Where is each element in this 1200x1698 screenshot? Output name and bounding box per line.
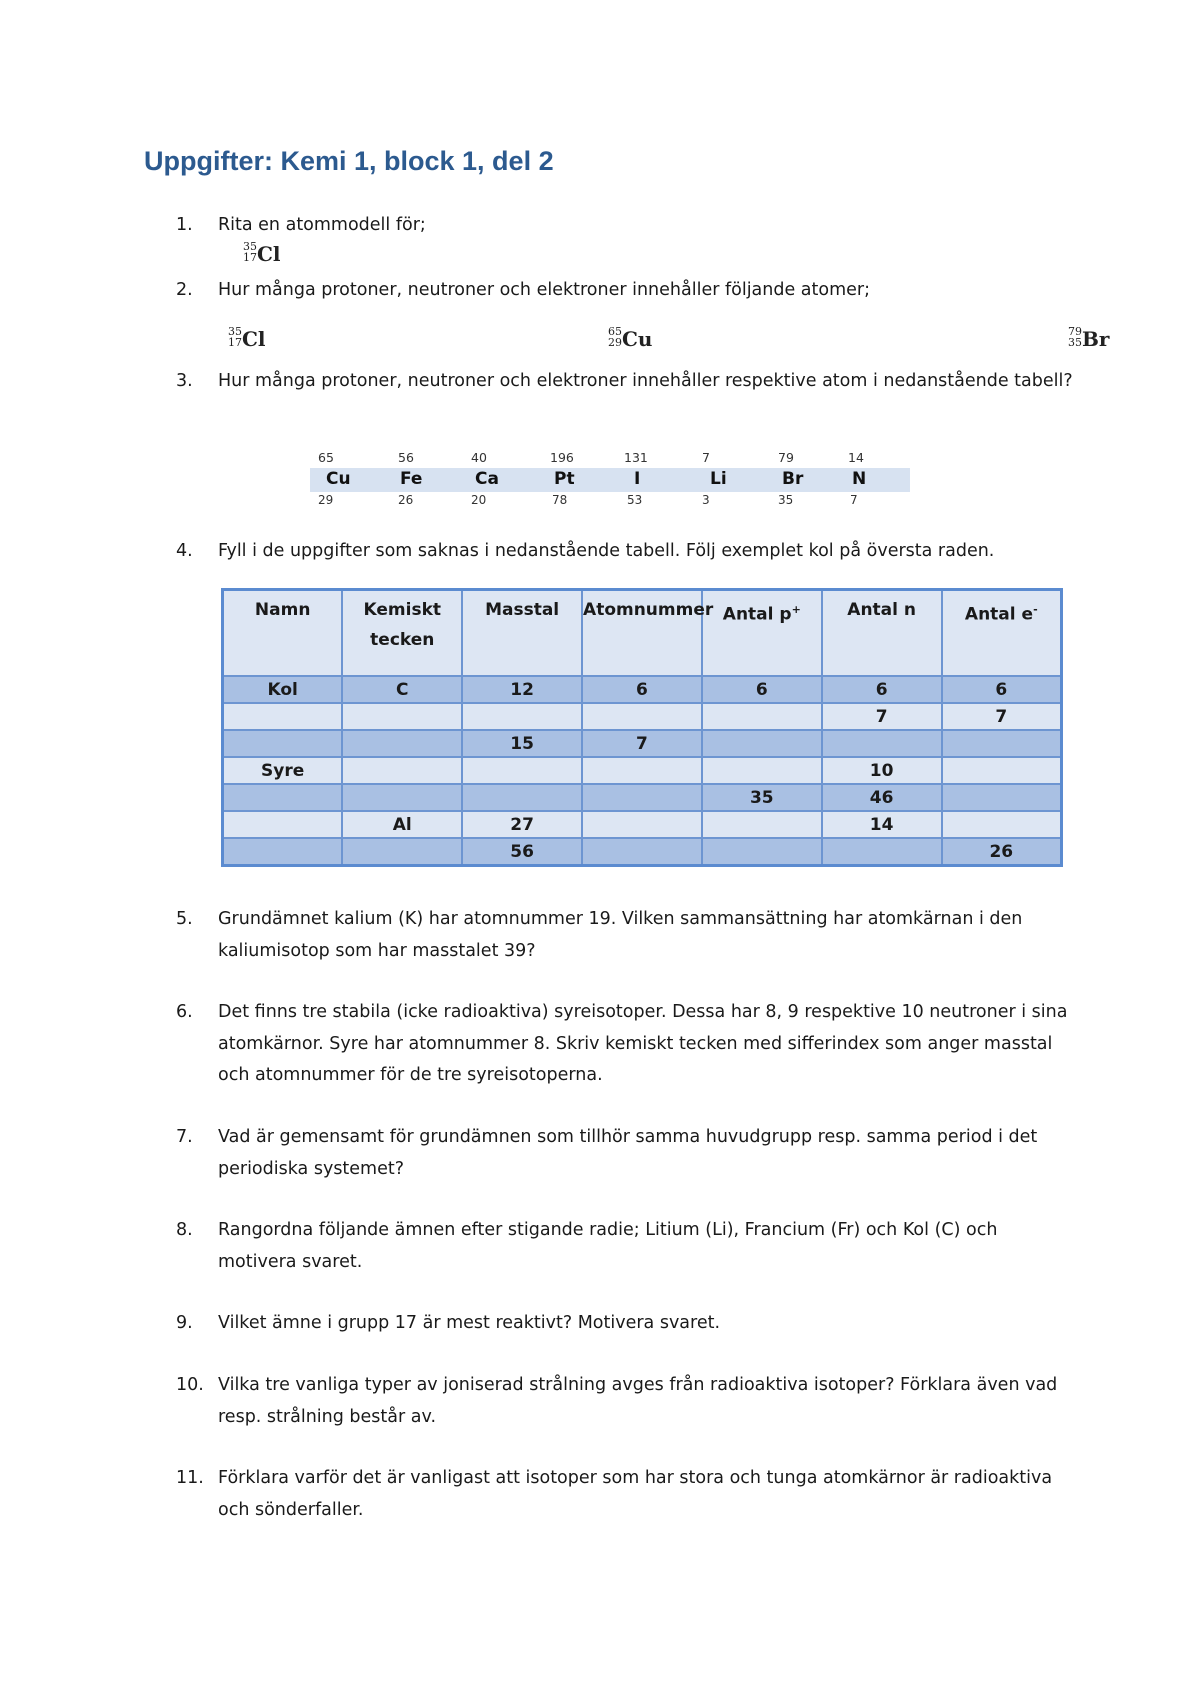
element-atomic-number: 35 [778, 493, 794, 507]
table-cell: C [342, 676, 462, 703]
table-cell: 10 [822, 757, 942, 784]
table-cell [822, 730, 942, 757]
question-number: 8. [176, 1220, 193, 1240]
table-cell: 56 [462, 838, 582, 866]
table-cell [582, 811, 702, 838]
table-header: Masstal [462, 590, 582, 677]
question-number: 11. [176, 1468, 204, 1488]
isotope-mass: 35 [243, 240, 257, 253]
element-atomic-number: 78 [552, 493, 568, 507]
table-header-row [223, 590, 1062, 677]
isotope-mass: 35 [228, 325, 242, 338]
isotope-mass: 65 [608, 325, 622, 338]
question-text: Rita en atommodell för; [218, 215, 426, 235]
question-text: Vad är gemensamt för grundämnen som tillhör samma huvudgrupp resp. samma period i det periodiska systemet? [218, 1127, 1038, 1179]
table-row [223, 757, 1062, 784]
table-cell [582, 757, 702, 784]
isotope-symbol: Cu [622, 327, 653, 351]
question-text: Vilket ämne i grupp 17 är mest reaktivt? Motivera svaret. [218, 1313, 721, 1333]
question-text: Grundämnet kalium (K) har atomnummer 19. Vilken sammansättning har atomkärnan i den kaliumisotop som har masstalet 39? [218, 909, 1023, 961]
page-title: Uppgifter: Kemi 1, block 1, del 2 [144, 146, 554, 176]
table-cell [342, 730, 462, 757]
table-cell [582, 703, 702, 730]
element-symbol: Br [782, 469, 804, 489]
element-mass: 65 [318, 450, 334, 465]
element-mass: 14 [848, 450, 864, 465]
table-cell [942, 784, 1062, 811]
table-row [223, 676, 1062, 703]
element-mass: 131 [624, 450, 648, 465]
table-header: Atomnummer [582, 590, 702, 677]
table-header: Antal e- [942, 590, 1062, 677]
element-strip [310, 450, 910, 506]
question-text: Vilka tre vanliga typer av joniserad strålning avges från radioaktiva isotoper? Förklara även vad resp. strålning består av. [218, 1375, 1058, 1427]
table-cell [223, 703, 343, 730]
element-symbol: Ca [475, 469, 499, 489]
element-atomic-number: 26 [398, 493, 414, 507]
table-cell [342, 838, 462, 866]
isotope-mass: 79 [1068, 325, 1082, 338]
question-number: 2. [176, 280, 193, 300]
question-text: Rangordna följande ämnen efter stigande radie; Litium (Li), Francium (Fr) och Kol (C) och motivera svaret. [218, 1220, 998, 1272]
element-symbol: I [634, 469, 641, 489]
table-header: Kemiskt tecken [342, 590, 462, 677]
table-cell [462, 784, 582, 811]
element-mass: 40 [471, 450, 487, 465]
table-cell: 26 [942, 838, 1062, 866]
question-number: 1. [176, 215, 193, 235]
table-cell [942, 811, 1062, 838]
table-cell: 7 [582, 730, 702, 757]
table-cell: 12 [462, 676, 582, 703]
table-cell [702, 730, 822, 757]
table-cell [342, 757, 462, 784]
table-cell [342, 703, 462, 730]
table-cell [462, 757, 582, 784]
element-symbol: Li [710, 469, 727, 489]
table-row [223, 784, 1062, 811]
table-cell: 27 [462, 811, 582, 838]
table-row [223, 811, 1062, 838]
table-cell [223, 838, 343, 866]
question-number: 6. [176, 1002, 193, 1022]
table-cell [942, 730, 1062, 757]
element-mass: 79 [778, 450, 794, 465]
element-symbol: Pt [554, 469, 575, 489]
isotope-atomic-number: 29 [608, 336, 622, 349]
isotope-symbol: Cl [257, 242, 281, 266]
question-number: 7. [176, 1127, 193, 1147]
table-cell [702, 703, 822, 730]
question-number: 3. [176, 371, 193, 391]
table-row [223, 730, 1062, 757]
table-row [223, 838, 1062, 866]
table-cell [342, 784, 462, 811]
question-text: Förklara varför det är vanligast att isotoper som har stora och tunga atomkärnor är radioaktiva och sönderfaller. [218, 1468, 1053, 1520]
table-cell: 6 [702, 676, 822, 703]
table-cell [223, 784, 343, 811]
element-mass: 196 [550, 450, 574, 465]
table-header: Namn [223, 590, 343, 677]
question-text: Hur många protoner, neutroner och elektroner innehåller följande atomer; [218, 280, 871, 300]
table-cell: Syre [223, 757, 343, 784]
question-number: 4. [176, 541, 193, 561]
isotope-atomic-number: 17 [243, 251, 257, 264]
atom-data-table [221, 588, 1063, 867]
isotope-atomic-number: 35 [1068, 336, 1082, 349]
element-atomic-number: 29 [318, 493, 334, 507]
element-mass: 56 [398, 450, 414, 465]
question-number: 5. [176, 909, 193, 929]
table-cell: 7 [822, 703, 942, 730]
table-cell [582, 838, 702, 866]
table-header: Antal n [822, 590, 942, 677]
element-symbol: N [852, 469, 867, 489]
table-cell [462, 703, 582, 730]
table-cell [223, 811, 343, 838]
table-cell: 15 [462, 730, 582, 757]
table-cell: 7 [942, 703, 1062, 730]
table-cell [822, 838, 942, 866]
table-cell [702, 757, 822, 784]
table-cell: 14 [822, 811, 942, 838]
element-atomic-number: 3 [702, 493, 710, 507]
table-cell: Al [342, 811, 462, 838]
element-atomic-number: 53 [627, 493, 643, 507]
table-cell [942, 757, 1062, 784]
table-header: Antal p+ [702, 590, 822, 677]
table-cell: 35 [702, 784, 822, 811]
table-cell [702, 811, 822, 838]
table-cell: 6 [942, 676, 1062, 703]
question-number: 9. [176, 1313, 193, 1333]
table-cell: 6 [582, 676, 702, 703]
table-row [223, 703, 1062, 730]
table-cell: Kol [223, 676, 343, 703]
element-symbol: Fe [400, 469, 423, 489]
table-cell [582, 784, 702, 811]
isotope-symbol: Cl [242, 327, 266, 351]
isotope-atomic-number: 17 [228, 336, 242, 349]
question-number: 10. [176, 1375, 204, 1395]
element-atomic-number: 7 [850, 493, 858, 507]
table-cell: 6 [822, 676, 942, 703]
table-cell [702, 838, 822, 866]
question-text: Hur många protoner, neutroner och elektroner innehåller respektive atom i nedanstående tabell? [218, 371, 1073, 391]
question-text: Fyll i de uppgifter som saknas i nedanstående tabell. Följ exemplet kol på översta raden. [218, 541, 995, 561]
element-mass: 7 [702, 450, 710, 465]
table-cell: 46 [822, 784, 942, 811]
table-cell [223, 730, 343, 757]
element-atomic-number: 20 [471, 493, 487, 507]
question-text: Det finns tre stabila (icke radioaktiva) syreisotoper. Dessa har 8, 9 respektive 10 neutroner i sina atomkärnor. Syre har atomnummer 8. Skriv kemiskt tecken med sifferindex som anger masstal och atomnummer för de tre syreisotoperna. [218, 1002, 1068, 1085]
isotope-symbol: Br [1082, 327, 1110, 351]
element-symbol: Cu [326, 469, 351, 489]
